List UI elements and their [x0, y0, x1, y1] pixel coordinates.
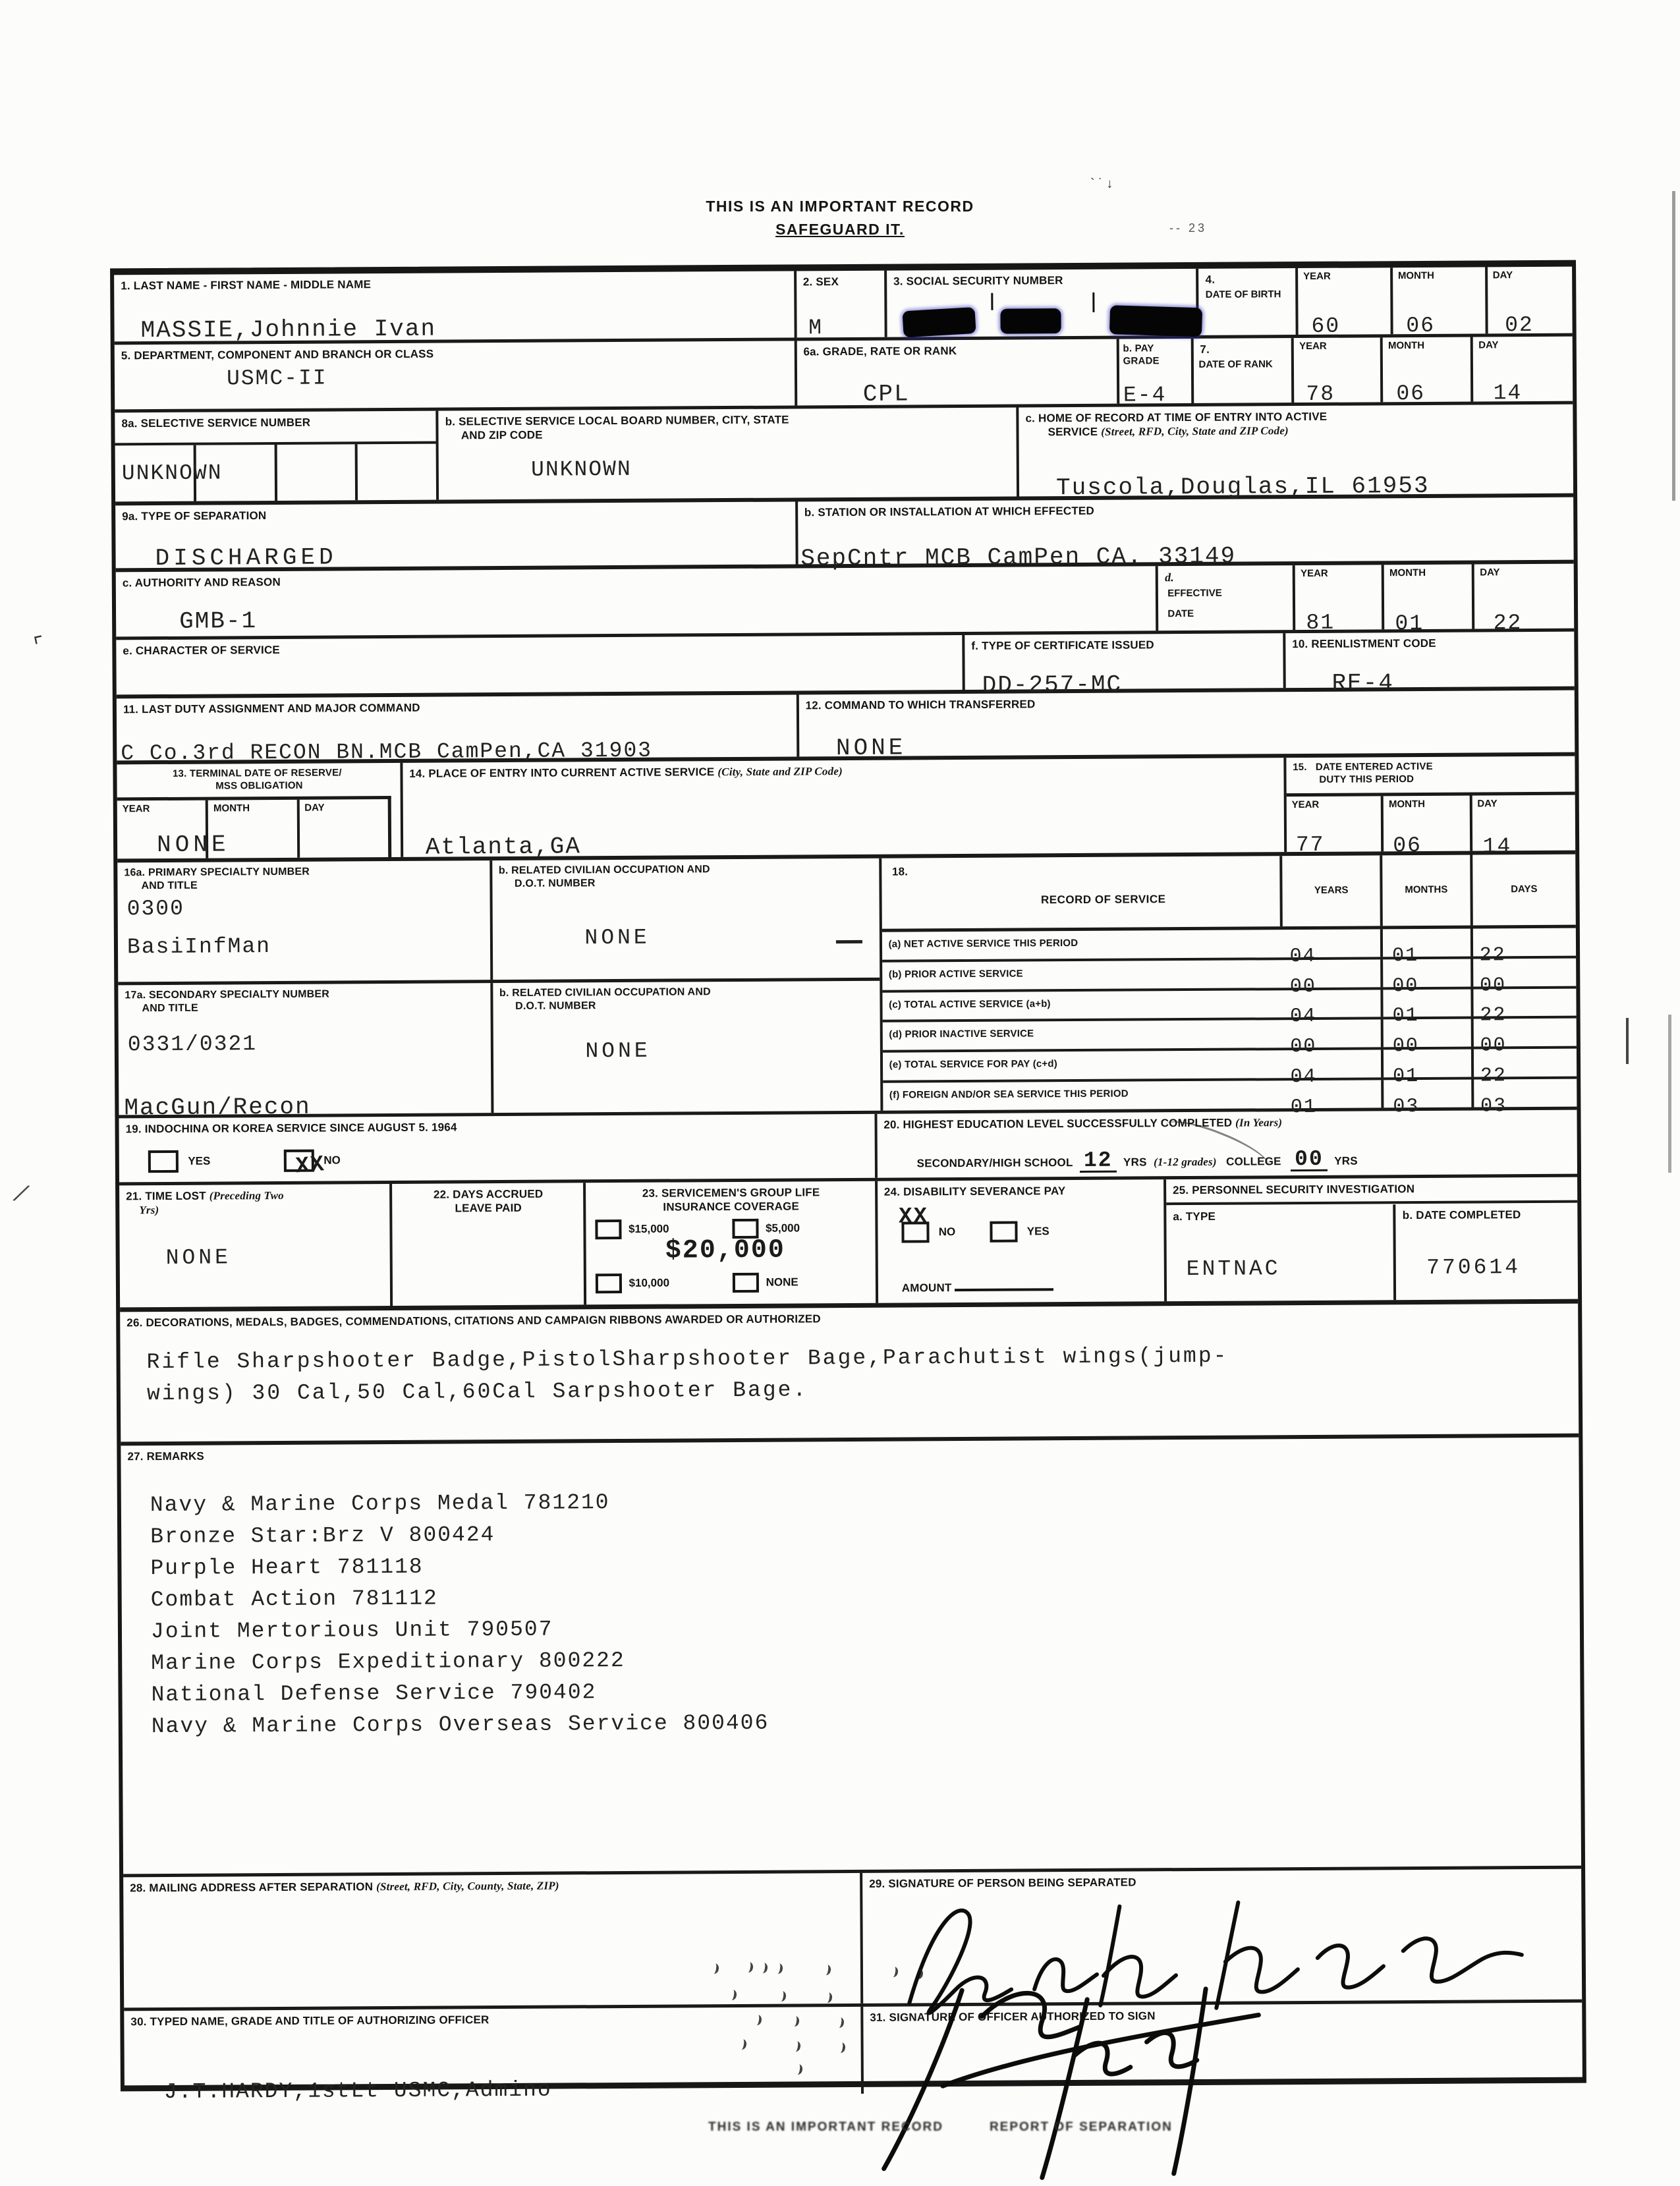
- field-ssn: 3. SOCIAL SECURITY NUMBER: [887, 269, 1199, 337]
- field-authorizing-officer: 30. TYPED NAME, GRADE AND TITLE OF AUTHORIZING OFFICER J.T.HARDY,1stLt USMC,Admino: [124, 2007, 864, 2098]
- ssn-redaction: [902, 307, 976, 337]
- field-time-lost: 21. TIME LOST (Preceding Two Yrs) NONE: [119, 1184, 393, 1307]
- header-line1: THIS IS AN IMPORTANT RECORD: [706, 198, 974, 215]
- field-sgli: 23. SERVICEMEN'S GROUP LIFE INSURANCE COVERAGE $15,000 $5,000 $20,000 $10,000 NONE: [586, 1181, 878, 1305]
- pencil-mark: ` ˙ ↓: [1090, 177, 1113, 191]
- field-signature-separated: 29. SIGNATURE OF PERSON BEING SEPARATED: [862, 1869, 1582, 2004]
- field-education: 20. HIGHEST EDUCATION LEVEL SUCCESSFULLY COMPLETED (In Years) SECONDARY/HIGH SCHOOL 12 YRS (1-12 grades) COLLEGE 00 YRS: [877, 1110, 1577, 1178]
- field-reenlistment-code: 10. REENLISTMENT CODE RE-4: [1292, 636, 1436, 697]
- field-selective-service-number: 8a. SELECTIVE SERVICE NUMBER UNKNOWN: [115, 411, 439, 502]
- record-of-service-table: 18. RECORD OF SERVICE YEARS MONTHS DAYS (a) NET ACTIVE SERVICE THIS PERIOD 04 01 22 (b) PRIOR ACTIVE SERVICE 00 00 00 (c) TOTAL ACTIVE SERVICE (a+b) 04 01 22 (d) PRIOR INACTIVE SERVICE 00 00 00 (e) TOTAL SERVICE FOR PAY (c+d) 04 01 22 (f) FOREIGN AND/OR SEA SERVICE THIS PERIOD 01 03 03: [882, 855, 1577, 1111]
- dob-day: DAY 02: [1492, 269, 1534, 338]
- pay-grade-value: E-4: [1123, 383, 1167, 408]
- effective-year: YEAR 81: [1295, 565, 1385, 630]
- signature-authorizing-officer: [863, 1962, 1286, 2182]
- footer-left: THIS IS AN IMPORTANT RECORD: [708, 2120, 943, 2134]
- field-pay-grade: b. PAY GRADE E-4: [1119, 339, 1193, 404]
- typed-dash: [836, 940, 862, 943]
- sgli-15000-checkbox: [596, 1219, 622, 1239]
- rank-month: MONTH 06: [1383, 337, 1474, 403]
- field-last-name: [114, 271, 797, 345]
- field-station: b. STATION OR INSTALLATION AT WHICH EFFECTED SepCntr MCB CamPen CA. 33149: [800, 504, 1237, 573]
- page-footer: [708, 2120, 1433, 2135]
- margin-mark: ∕: [16, 1179, 28, 1209]
- command-value: NONE: [835, 734, 907, 762]
- station-value: SepCntr MCB CamPen CA. 33149: [800, 542, 1237, 573]
- field-place-of-entry: 14. PLACE OF ENTRY INTO CURRENT ACTIVE SERVICE (City, State and ZIP Code) Atlanta,GA: [403, 758, 1287, 857]
- ros-row-d: (d) PRIOR INACTIVE SERVICE 00 00 00: [882, 1019, 1577, 1053]
- ros-row-c: (c) TOTAL ACTIVE SERVICE (a+b) 04 01 22: [882, 988, 1577, 1023]
- field-date-entered: 15. DATE ENTERED ACTIVE DUTY THIS PERIOD YEAR 77 MONTH 06 DAY 14: [1286, 756, 1575, 853]
- ros-row-e: (e) TOTAL SERVICE FOR PAY (c+d) 04 01 22: [883, 1049, 1577, 1083]
- ros-row-f: (f) FOREIGN AND/OR SEA SERVICE THIS PERIOD 01 03 03: [883, 1079, 1577, 1111]
- disability-yes-checkbox: [990, 1221, 1017, 1243]
- field-authority-reason: c. AUTHORITY AND REASON GMB-1: [116, 566, 1159, 636]
- margin-mark: ⌜: [32, 632, 47, 659]
- ros-row-b: (b) PRIOR ACTIVE SERVICE 00 00 00: [882, 958, 1577, 992]
- field-indochina-korea: 19. INDOCHINA OR KOREA SERVICE SINCE AUGUST 5. 1964 YES NO XX: [119, 1114, 877, 1183]
- field-local-board: b. SELECTIVE SERVICE LOCAL BOARD NUMBER, CITY, STATE AND ZIP CODE UNKNOWN: [439, 407, 1020, 499]
- footer-right: REPORT OF SEPARATION: [989, 2120, 1173, 2134]
- field-primary-civ-occupation: b. RELATED CIVILIAN OCCUPATION AND D.O.T. NUMBER NONE: [492, 858, 880, 980]
- rank-day: DAY 14: [1478, 339, 1523, 406]
- time-lost-value: NONE: [165, 1245, 232, 1270]
- terminal-date-value: NONE: [156, 831, 230, 859]
- field-home-of-record: c. HOME OF RECORD AT TIME OF ENTRY INTO ACTIVE SERVICE (Street, RFD, City, State and ZIP Code) Tuscola,Douglas,IL 61953: [1025, 410, 1430, 502]
- field-mailing-address: 28. MAILING ADDRESS AFTER SEPARATION (Street, RFD, City, County, State, ZIP): [123, 1873, 863, 2007]
- field-signature-officer: 31. SIGNATURE OF OFFICER AUTHORIZED TO SIGN: [863, 2003, 1582, 2094]
- field-remarks: 27. REMARKS Navy & Marine Corps Medal 781210 Bronze Star:Brz V 800424 Purple Heart 781118 Combat Action 781112 Joint Mertorious Unit 790507 Marine Corps Expeditionary 800222 National Defense Service 790402 Navy & Marine Corps Overseas Service 800406: [121, 1438, 1581, 1878]
- field-terminal-date: 13. TERMINAL DATE OF RESERVE/ MSS OBLIGATION YEAR MONTH DAY NONE: [117, 763, 403, 858]
- pencil-scribble: -- 23: [1169, 221, 1208, 235]
- effective-month: MONTH 01: [1384, 565, 1475, 630]
- stray-stroke: [991, 293, 993, 310]
- grade-value: CPL: [862, 380, 910, 408]
- department-value: USMC-II: [226, 366, 327, 391]
- no-checkbox-mark: XX: [294, 1152, 327, 1180]
- field-secondary-civ-occupation: b. RELATED CIVILIAN OCCUPATION AND D.O.T. NUMBER NONE: [499, 986, 711, 1064]
- field-date-of-rank-label: 7. DATE OF RANK: [1193, 338, 1294, 403]
- ssn-redaction: [1000, 308, 1061, 334]
- field-grade: 6a. GRADE, RATE OR RANK CPL: [797, 339, 1119, 406]
- local-board-value: UNKNOWN: [530, 457, 632, 482]
- disability-no-mark: XX: [899, 1204, 929, 1230]
- separation-value: DISCHARGED: [155, 544, 337, 573]
- ssn-redaction: [1109, 305, 1202, 337]
- header-line2: SAFEGUARD IT.: [775, 221, 905, 238]
- field-department: 5. DEPARTMENT, COMPONENT AND BRANCH OR CLASS USMC-II: [115, 341, 797, 409]
- place-of-entry-value: Atlanta,GA: [425, 833, 582, 861]
- field-certificate: f. TYPE OF CERTIFICATE ISSUED DD-257-MC: [965, 633, 1285, 690]
- field-character-of-service: e. CHARACTER OF SERVICE: [116, 635, 965, 694]
- sgli-amount-handwritten: $20,000: [665, 1235, 785, 1266]
- field-sex: 2. SEX M: [797, 271, 887, 338]
- document-header: [0, 198, 1680, 238]
- field-disability-pay: 24. DISABILITY SEVERANCE PAY NO XX YES AMOUNT: [878, 1179, 1167, 1303]
- edge-mark: [1626, 1018, 1629, 1064]
- page-edge: [1668, 1015, 1671, 1173]
- sex-value: M: [808, 316, 824, 341]
- certificate-value: DD-257-MC: [982, 671, 1123, 699]
- authority-value: GMB-1: [179, 607, 258, 635]
- field-command-transferred: 12. COMMAND TO WHICH TRANSFERRED NONE: [805, 698, 1036, 762]
- field-effective-date-label: d. EFFECTIVE DATE: [1158, 565, 1296, 631]
- field-dob-label: 4. DATE OF BIRTH: [1199, 268, 1299, 335]
- name-value: MASSIE,Johnnie Ivan: [140, 315, 437, 345]
- dob-year: YEAR 60: [1298, 267, 1393, 335]
- rank-year: YEAR 78: [1294, 337, 1384, 403]
- yes-checkbox: [148, 1150, 179, 1173]
- field-label: 1. LAST NAME - FIRST NAME - MIDDLE NAME: [121, 278, 372, 293]
- page-edge: [1672, 191, 1675, 501]
- field-secondary-specialty: 17a. SECONDARY SPECIALTY NUMBER AND TITLE 0331/0321 MacGun/Recon: [118, 983, 493, 1115]
- psi-date-value: 770614: [1426, 1255, 1521, 1280]
- reenlistment-value: RE-4: [1331, 669, 1395, 697]
- field-type-of-separation: 9a. TYPE OF SEPARATION DISCHARGED: [115, 501, 798, 568]
- dob-month: MONTH 06: [1393, 267, 1488, 334]
- last-duty-value: C Co.3rd RECON BN.MCB CamPen,CA 31903: [121, 738, 653, 766]
- effective-day: DAY 22: [1480, 567, 1523, 636]
- stray-stroke: [1092, 293, 1094, 312]
- field-decorations: 26. DECORATIONS, MEDALS, BADGES, COMMENDATIONS, CITATIONS AND CAMPAIGN RIBBONS AWARDED OR AUTHORIZED Rifle Sharpshooter Badge,PistolSharpshooter Bage,Parachutist wings(jump- wings) 30 Cal,50 Cal,60Cal Sarpshooter Bage.: [120, 1304, 1579, 1446]
- sgli-none-checkbox: [733, 1273, 759, 1293]
- ros-row-a: (a) NET ACTIVE SERVICE THIS PERIOD 04 01 22: [882, 928, 1576, 963]
- ssn-selective-value: UNKNOWN: [121, 461, 223, 486]
- authorizing-officer-value: J.T.HARDY,1stLt USMC,Admino: [163, 2077, 552, 2105]
- sgli-10000-checkbox: [596, 1274, 622, 1293]
- home-of-record-value: Tuscola,Douglas,IL 61953: [1055, 472, 1430, 502]
- field-days-accrued: 22. DAYS ACCRUED LEAVE PAID: [392, 1183, 586, 1306]
- field-security-investigation: 25. PERSONNEL SECURITY INVESTIGATION a. TYPE ENTNAC b. DATE COMPLETED 770614: [1166, 1177, 1578, 1302]
- psi-type-value: ENTNAC: [1186, 1256, 1281, 1282]
- field-primary-specialty: 16a. PRIMARY SPECIALTY NUMBER AND TITLE 0300 BasiInfMan: [117, 860, 493, 982]
- dd214-form: [110, 260, 1586, 2105]
- field-last-duty: 11. LAST DUTY ASSIGNMENT AND MAJOR COMMAND C Co.3rd RECON BN.MCB CamPen,CA 31903: [117, 694, 799, 760]
